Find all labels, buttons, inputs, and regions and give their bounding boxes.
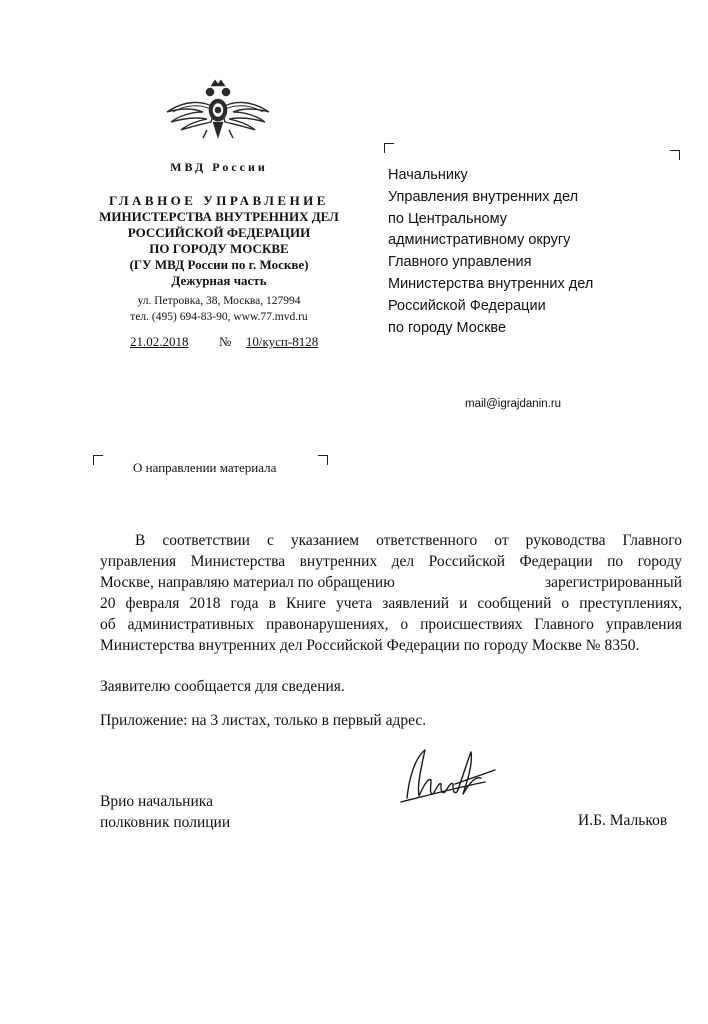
document-date: 21.02.2018: [130, 334, 189, 349]
org-line: Дежурная часть: [171, 273, 267, 288]
recipient-line: по городу Москве: [388, 319, 507, 336]
agency-name: МВД России: [170, 160, 268, 174]
body-line: Министерства внутренних дел Российской Федерации по городу Москве № 8350.: [100, 637, 640, 654]
body-paragraph: [100, 530, 682, 656]
recipient-email: mail@igrajdanin.ru: [465, 398, 562, 410]
body-line: об административных правонарушениях, о происшествиях Главного управления: [100, 616, 682, 633]
bracket-corner: [93, 455, 103, 465]
org-contacts: тел. (495) 694-83-90, www.77.mvd.ru: [130, 311, 308, 323]
recipient-line: по Центральному: [388, 210, 507, 227]
document-number: 10/кусп-8128: [245, 334, 319, 349]
body-line-fragment: зарегистрированный: [545, 574, 682, 591]
org-line: ГЛАВНОЕ УПРАВЛЕНИЕ: [109, 193, 329, 208]
recipient-line: Министерства внутренних дел: [388, 275, 594, 292]
org-line: РОССИЙСКОЙ ФЕДЕРАЦИИ: [127, 225, 311, 240]
org-address: ул. Петровка, 38, Москва, 127994: [137, 295, 301, 307]
org-line: ПО ГОРОДУ МОСКВЕ: [149, 241, 289, 256]
signer-name: И.Б. Мальков: [578, 812, 668, 829]
recipient-line: Начальнику: [388, 167, 468, 183]
document-date-number: [116, 334, 318, 350]
recipient-line: административному округу: [388, 232, 571, 249]
recipient-line: Главного управления: [388, 254, 532, 271]
organization-block: [60, 193, 378, 289]
bracket-corner: [318, 455, 328, 465]
bracket-corner: [670, 150, 680, 160]
signer-position-line: полковник полиции: [100, 814, 231, 831]
signer-position-line: Врио начальника: [100, 793, 213, 810]
recipient-line: Российской Федерации: [388, 297, 546, 314]
handwritten-signature: [395, 738, 505, 810]
letter-subject: О направлении материала: [133, 460, 277, 475]
body-line: В соответствии с указанием ответственного от руководства Главного: [135, 532, 682, 549]
mvd-emblem-icon: [163, 78, 273, 144]
signer-position: [100, 791, 230, 833]
body-paragraph: Заявителю сообщается для сведения.: [100, 678, 345, 695]
body-line: [100, 572, 682, 593]
org-line: (ГУ МВД России по г. Москве): [129, 257, 309, 272]
org-line: МИНИСТЕРСТВА ВНУТРЕННИХ ДЕЛ: [99, 209, 339, 224]
body-paragraph: Приложение: на 3 листах, только в первый адрес.: [100, 712, 427, 729]
body-line: 20 февраля 2018 года в Книге учета заявлений и сообщений о преступлениях,: [100, 595, 682, 612]
number-sign: №: [219, 334, 232, 349]
body-line: управления Министерства внутренних дел Российской Федерации по городу: [100, 553, 682, 570]
recipient-block: [388, 165, 593, 339]
body-line-fragment: Москве, направляю материал по обращению: [100, 574, 395, 591]
recipient-line: Управления внутренних дел: [388, 188, 579, 205]
bracket-corner: [384, 143, 394, 153]
